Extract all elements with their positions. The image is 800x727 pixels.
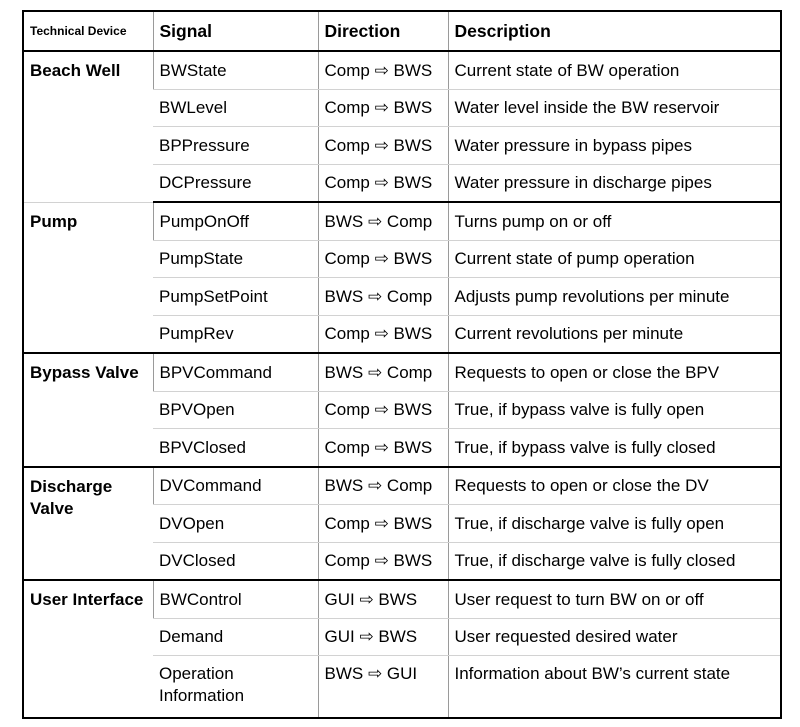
direction-cell: BWS ⇨ GUI	[318, 656, 448, 719]
description-cell: Current revolutions per minute	[448, 315, 781, 353]
device-beach-well: Beach Well	[23, 51, 153, 202]
header-description: Description	[448, 11, 781, 51]
description-cell: Requests to open or close the DV	[448, 467, 781, 505]
direction-cell: Comp ⇨ BWS	[318, 51, 448, 89]
signal-cell: PumpRev	[153, 315, 318, 353]
direction-cell: Comp ⇨ BWS	[318, 240, 448, 278]
description-cell: Water level inside the BW reservoir	[448, 89, 781, 127]
table-row	[23, 580, 781, 618]
signal-cell: DVOpen	[153, 505, 318, 543]
table-row	[23, 467, 781, 505]
direction-cell: Comp ⇨ BWS	[318, 127, 448, 165]
header-row	[23, 11, 781, 51]
device-user-interface: User Interface	[23, 580, 153, 718]
direction-cell: Comp ⇨ BWS	[318, 505, 448, 543]
direction-cell: Comp ⇨ BWS	[318, 89, 448, 127]
device-pump: Pump	[23, 202, 153, 353]
direction-cell: GUI ⇨ BWS	[318, 580, 448, 618]
device-discharge-valve: Discharge Valve	[23, 467, 153, 581]
direction-cell: Comp ⇨ BWS	[318, 391, 448, 429]
signal-cell: DVClosed	[153, 542, 318, 580]
direction-cell: GUI ⇨ BWS	[318, 618, 448, 656]
table-row	[23, 353, 781, 391]
header-signal: Signal	[153, 11, 318, 51]
signal-cell: BWState	[153, 51, 318, 89]
description-cell: Adjusts pump revolutions per minute	[448, 278, 781, 316]
direction-cell: Comp ⇨ BWS	[318, 429, 448, 467]
signal-cell: Demand	[153, 618, 318, 656]
signal-cell: PumpState	[153, 240, 318, 278]
description-cell: Water pressure in discharge pipes	[448, 164, 781, 202]
description-cell: True, if discharge valve is fully closed	[448, 542, 781, 580]
description-cell: User requested desired water	[448, 618, 781, 656]
direction-cell: BWS ⇨ Comp	[318, 278, 448, 316]
table-row	[23, 202, 781, 240]
signal-cell: BPVClosed	[153, 429, 318, 467]
direction-cell: Comp ⇨ BWS	[318, 164, 448, 202]
signal-cell: PumpSetPoint	[153, 278, 318, 316]
signal-table	[22, 10, 782, 719]
description-cell: Current state of BW operation	[448, 51, 781, 89]
description-cell: True, if discharge valve is fully open	[448, 505, 781, 543]
signal-cell: DCPressure	[153, 164, 318, 202]
signal-cell: BPVOpen	[153, 391, 318, 429]
table-row	[23, 51, 781, 89]
signal-cell: BWControl	[153, 580, 318, 618]
direction-cell: BWS ⇨ Comp	[318, 353, 448, 391]
description-cell: User request to turn BW on or off	[448, 580, 781, 618]
direction-cell: Comp ⇨ BWS	[318, 315, 448, 353]
description-cell: Current state of pump operation	[448, 240, 781, 278]
signal-cell: PumpOnOff	[153, 202, 318, 240]
signal-cell: DVCommand	[153, 467, 318, 505]
description-cell: Turns pump on or off	[448, 202, 781, 240]
signal-cell: BPVCommand	[153, 353, 318, 391]
description-cell: Water pressure in bypass pipes	[448, 127, 781, 165]
header-direction: Direction	[318, 11, 448, 51]
direction-cell: Comp ⇨ BWS	[318, 542, 448, 580]
direction-cell: BWS ⇨ Comp	[318, 202, 448, 240]
signal-cell: BWLevel	[153, 89, 318, 127]
signal-cell: Operation Information	[159, 664, 245, 705]
description-cell: Requests to open or close the BPV	[448, 353, 781, 391]
description-cell: Information about BW’s current state	[448, 656, 781, 719]
direction-cell: BWS ⇨ Comp	[318, 467, 448, 505]
description-cell: True, if bypass valve is fully open	[448, 391, 781, 429]
description-cell: True, if bypass valve is fully closed	[448, 429, 781, 467]
device-bypass-valve: Bypass Valve	[23, 353, 153, 467]
header-technical-device: Technical Device	[23, 11, 153, 51]
signal-cell: BPPressure	[153, 127, 318, 165]
